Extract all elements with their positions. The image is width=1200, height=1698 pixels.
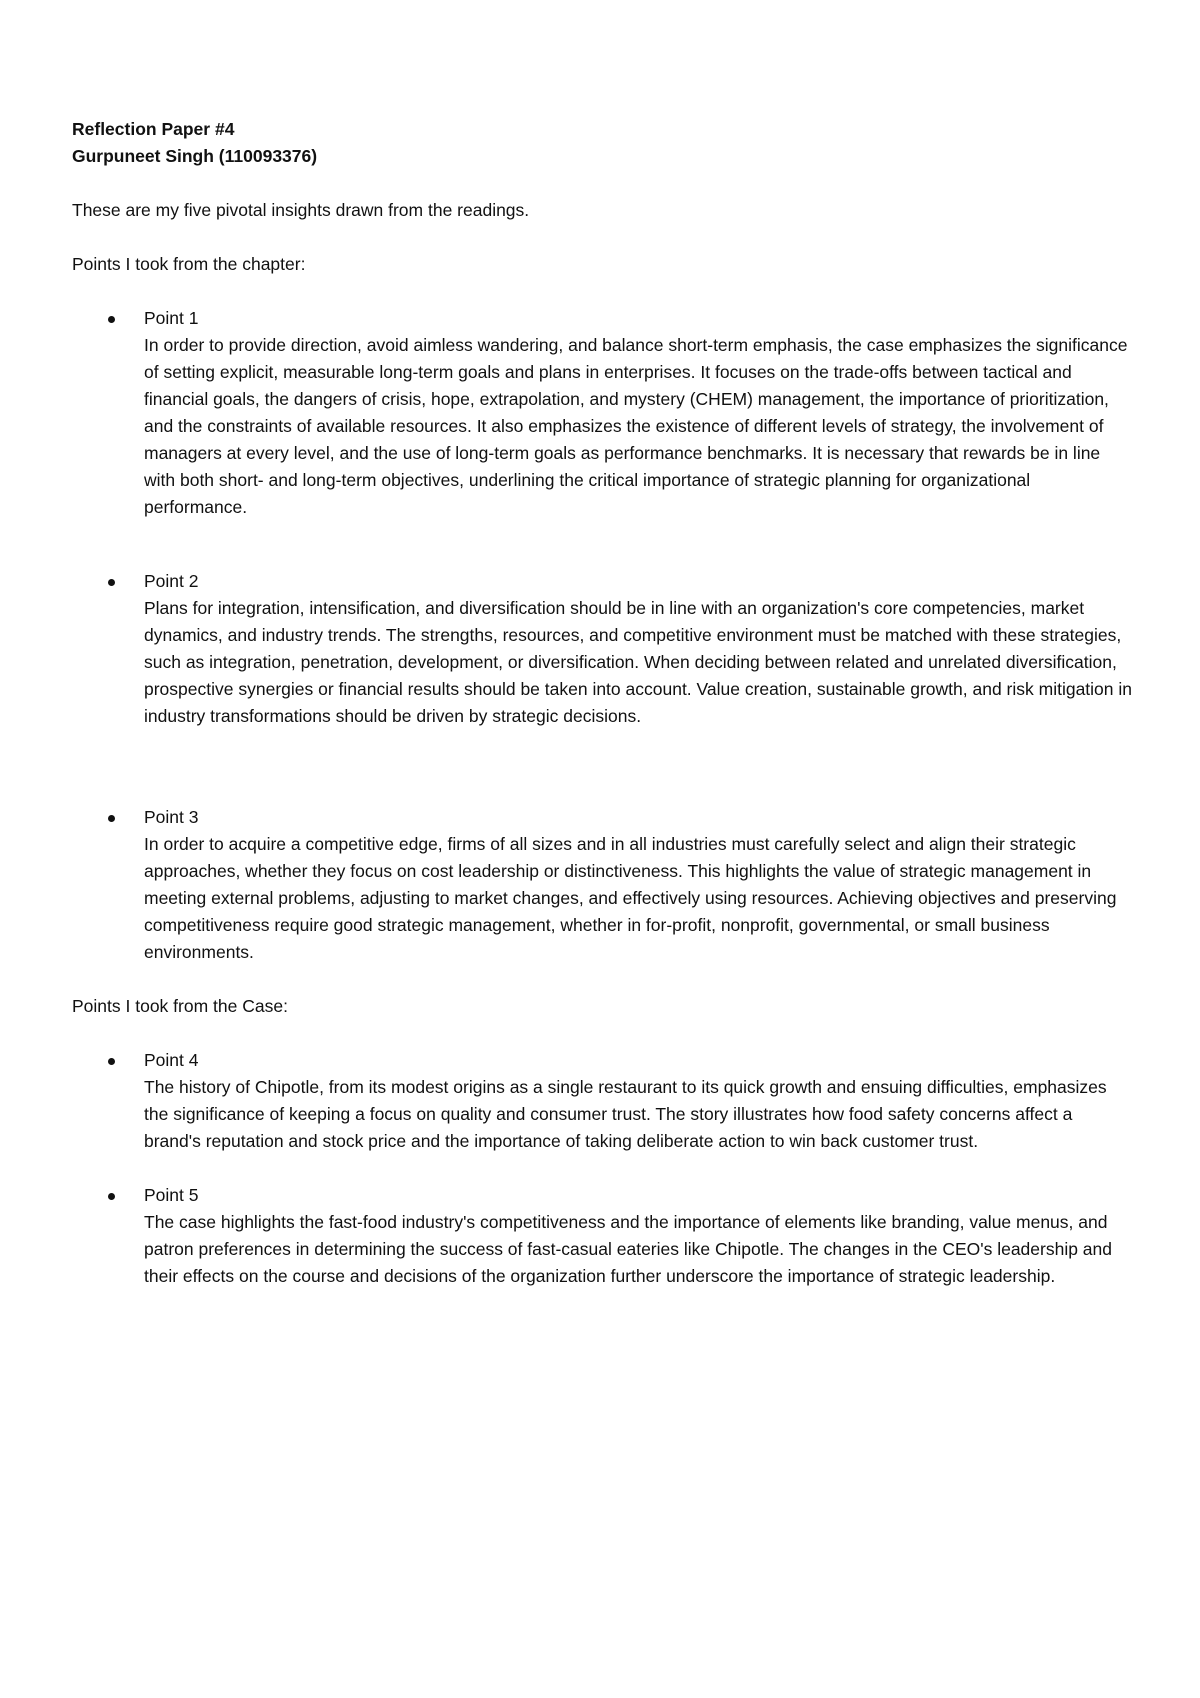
- bullet-icon: [108, 815, 115, 822]
- point-text: In order to acquire a competitive edge, firms of all sizes and in all industries must carefully select and align their strategic approaches, whether they focus on cost leadership or distinctiveness. This highlights the value of strategic management in meeting external problems, adjusting to market changes, and effectively using resources. Achieving objectives and preserving competitiveness require good strategic management, whether in for-profit, nonprofit, governmental, or small business environments.: [144, 834, 1117, 962]
- bullet-icon: [108, 1193, 115, 1200]
- point-label: Point 1: [144, 308, 199, 328]
- bullet-icon: [108, 316, 115, 323]
- bullet-icon: [108, 579, 115, 586]
- case-points-list: [72, 1047, 1132, 1290]
- chapter-section-heading: Points I took from the chapter:: [72, 254, 306, 274]
- point-text: Plans for integration, intensification, and diversification should be in line with an organization's core competencies, market dynamics, and industry trends. The strengths, resources, and competitive environment must be matched with these strategies, such as integration, penetration, development, or diversification. When deciding between related and unrelated diversification, prospective synergies or financial results should be taken into account. Value creation, sustainable growth, and risk mitigation in industry transformations should be driven by strategic decisions.: [144, 598, 1132, 726]
- list-item-point-5: [72, 1182, 1132, 1290]
- point-label: Point 3: [144, 807, 199, 827]
- case-section-heading: Points I took from the Case:: [72, 996, 288, 1016]
- document-author: Gurpuneet Singh (110093376): [72, 146, 318, 166]
- point-text: The case highlights the fast-food industry's competitiveness and the importance of elements like branding, value menus, and patron preferences in determining the success of fast-casual eateries like Chipotle. The changes in the CEO's leadership and their effects on the course and decisions of the organization further underscore the importance of strategic leadership.: [144, 1212, 1113, 1286]
- point-text: The history of Chipotle, from its modest origins as a single restaurant to its quick growth and ensuing difficulties, emphasizes the significance of keeping a focus on quality and consumer trust. The story illustrates how food safety concerns affect a brand's reputation and stock price and the importance of taking deliberate action to win back customer trust.: [144, 1077, 1107, 1151]
- chapter-points-list: [72, 305, 1132, 966]
- intro-paragraph: These are my five pivotal insights drawn from the readings.: [72, 200, 530, 220]
- point-text: In order to provide direction, avoid aimless wandering, and balance short-term emphasis, the case emphasizes the significance of setting explicit, measurable long-term goals and plans in enterprises. It focuses on the trade-offs between tactical and financial goals, the dangers of crisis, hope, extrapolation, and mystery (CHEM) management, the importance of prioritization, and the constraints of available resources. It also emphasizes the existence of different levels of strategy, the involvement of managers at every level, and the use of long-term goals as performance benchmarks. It is necessary that rewards be in line with both short- and long-term objectives, underlining the critical importance of strategic planning for organizational performance.: [144, 335, 1128, 517]
- bullet-icon: [108, 1058, 115, 1065]
- list-item-point-3: [72, 804, 1132, 966]
- list-item-point-4: [72, 1047, 1132, 1155]
- list-item-point-1: [72, 305, 1132, 521]
- point-label: Point 4: [144, 1050, 199, 1070]
- list-item-point-2: [72, 568, 1132, 730]
- document-content: [72, 116, 1132, 1290]
- document-title: Reflection Paper #4: [72, 119, 235, 139]
- point-label: Point 5: [144, 1185, 199, 1205]
- point-label: Point 2: [144, 571, 199, 591]
